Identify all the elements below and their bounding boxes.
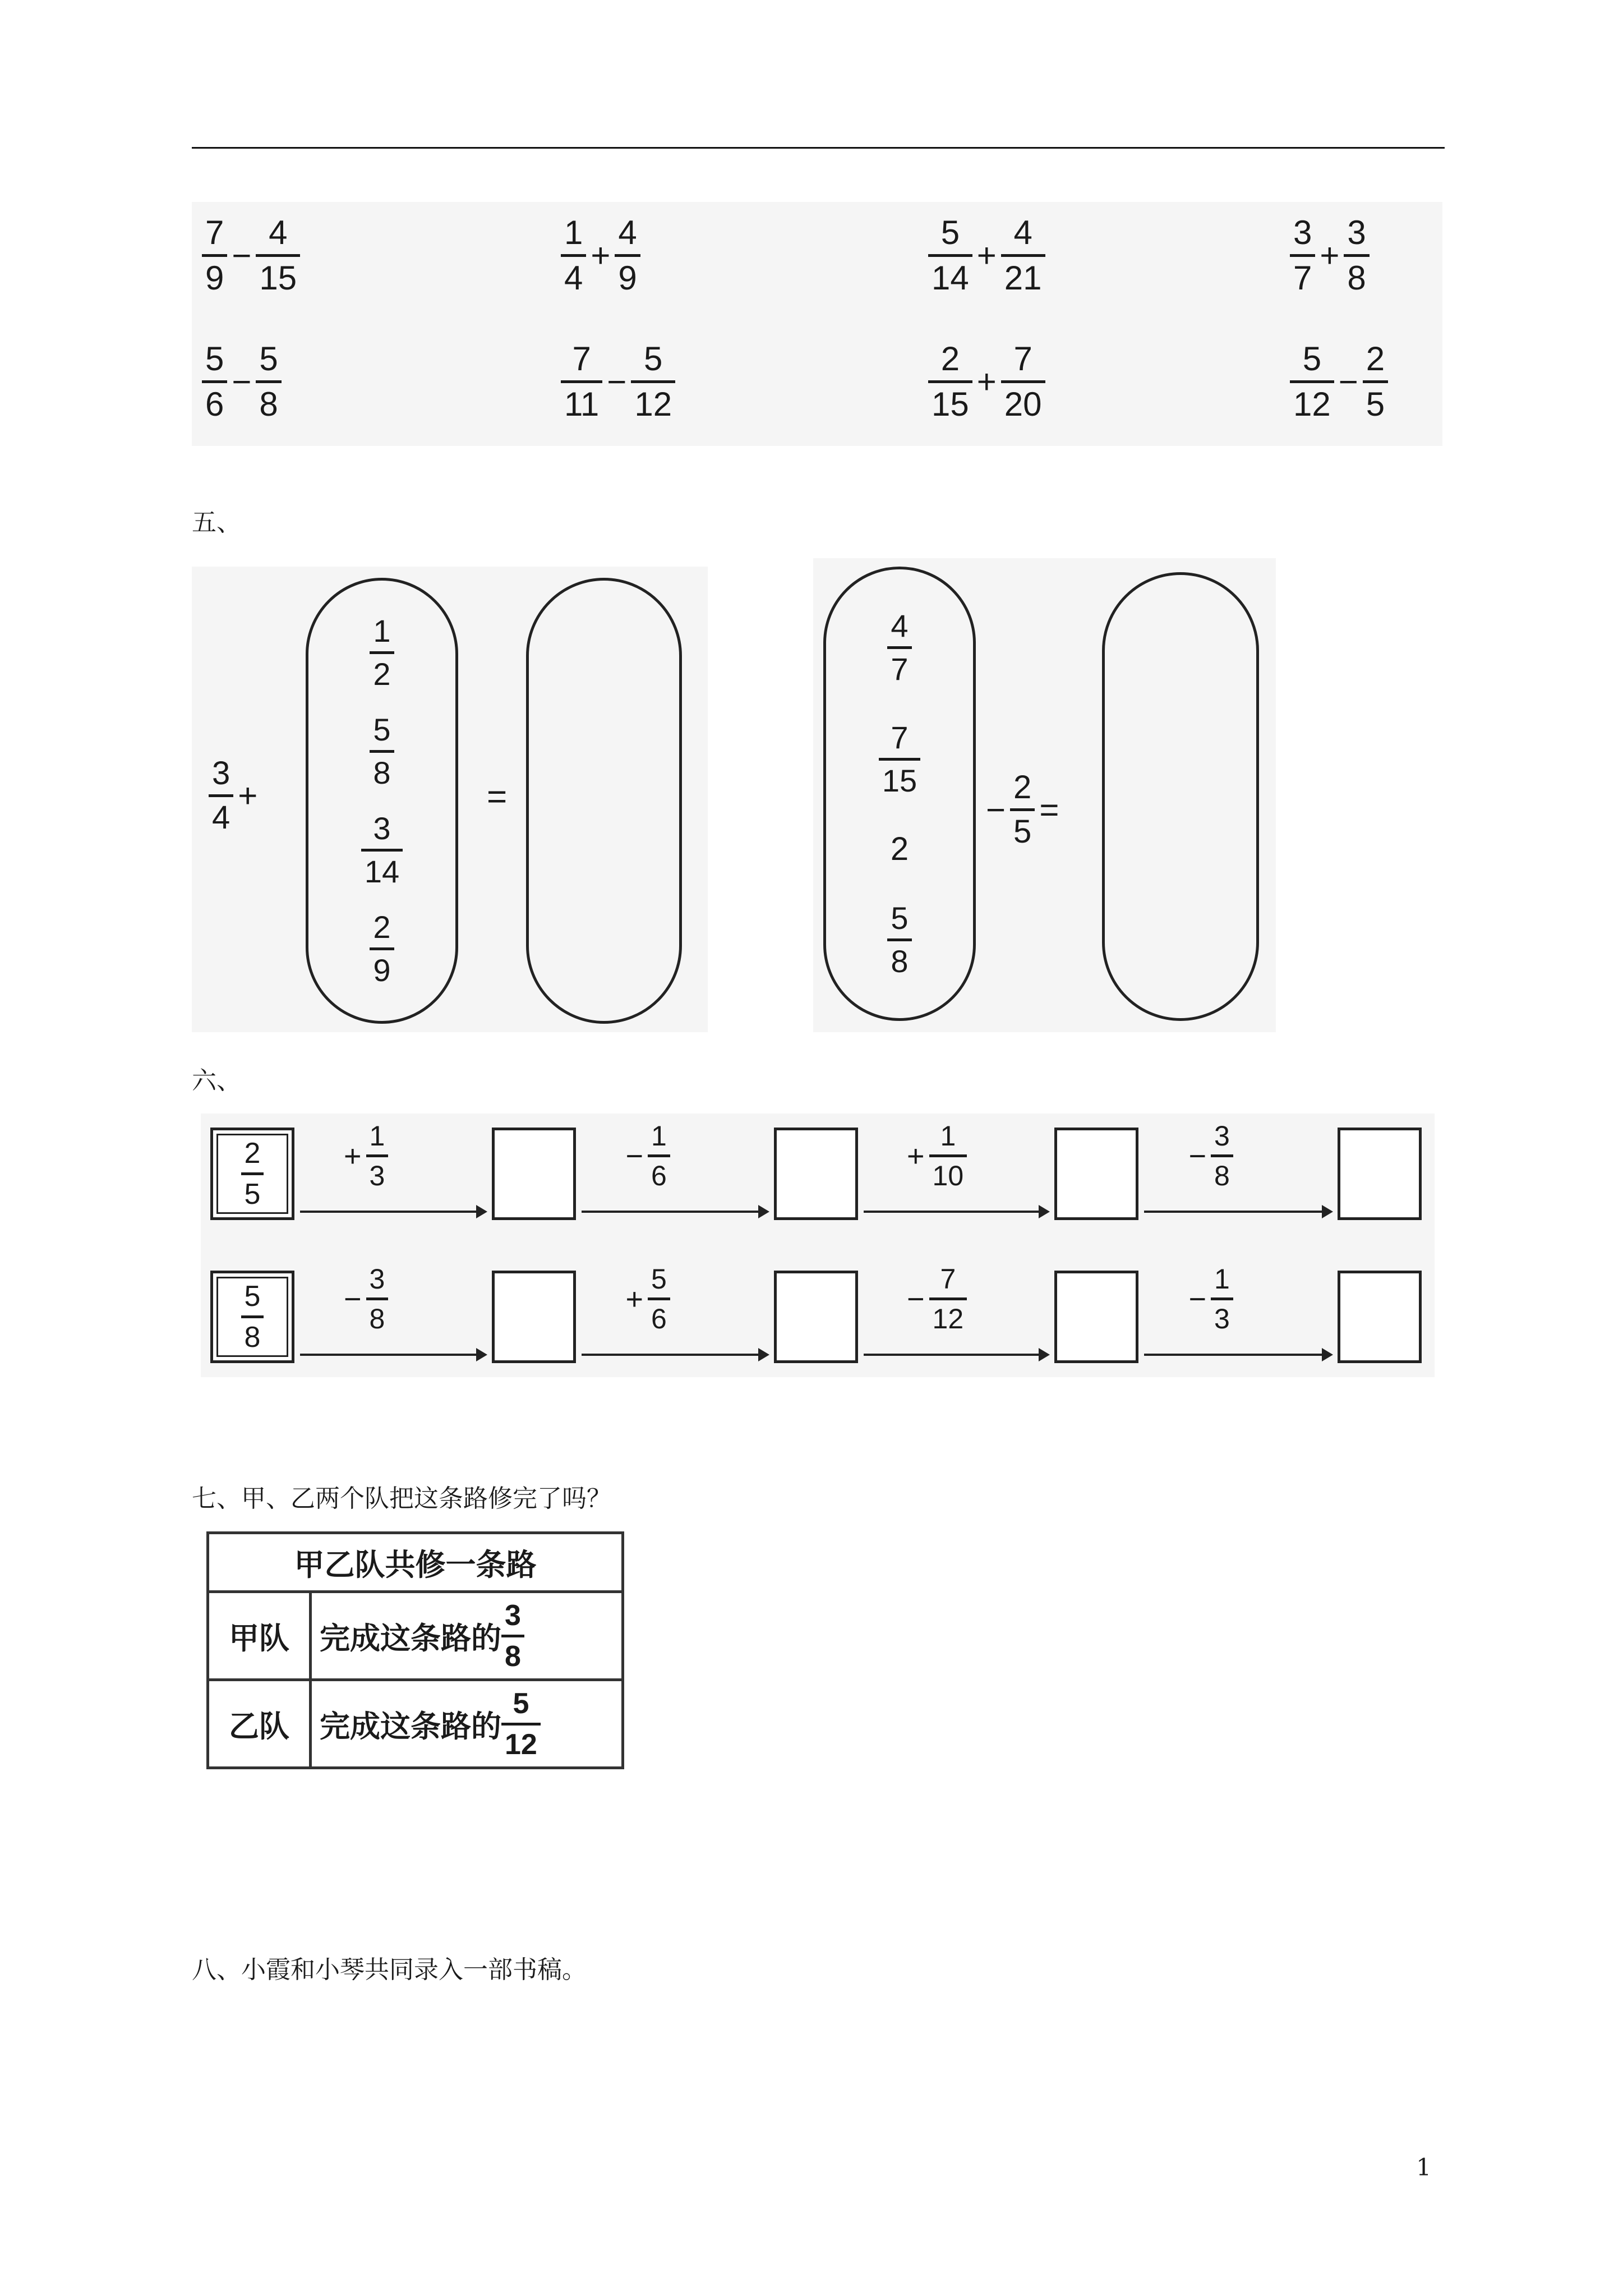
denominator: 6 (205, 385, 224, 423)
operator: + (625, 1282, 644, 1316)
operator: − (1188, 1139, 1207, 1173)
chain-operation (1184, 1122, 1233, 1190)
denominator: 12 (932, 1303, 964, 1335)
denominator: 2 (373, 656, 391, 692)
progress-cell (311, 1680, 623, 1768)
numerator: 4 (618, 214, 637, 251)
numerator: 5 (644, 340, 663, 378)
numerator: 7 (205, 214, 224, 251)
fraction (615, 216, 640, 295)
s5-left-choice-oval (306, 578, 458, 1024)
denominator: 15 (932, 385, 969, 423)
numerator: 3 (212, 755, 230, 792)
denominator: 8 (1214, 1160, 1230, 1191)
fraction (929, 1265, 967, 1333)
denominator: 7 (891, 651, 909, 687)
denominator: 6 (651, 1160, 667, 1191)
numerator: 5 (1302, 340, 1322, 378)
denominator: 11 (564, 385, 600, 423)
fraction-expression (928, 216, 1045, 295)
numerator: 4 (891, 608, 909, 643)
numerator: 1 (940, 1120, 956, 1152)
progress-text: 完成这条路的 (320, 1708, 501, 1744)
fraction (1001, 216, 1045, 295)
operator: + (591, 237, 611, 274)
chain-arrow (300, 1211, 485, 1213)
denominator: 8 (505, 1640, 521, 1673)
numerator: 1 (373, 613, 391, 648)
denominator: 9 (618, 259, 637, 297)
fraction (887, 610, 911, 685)
fraction (370, 711, 394, 790)
fraction (366, 1265, 389, 1333)
denominator: 3 (1214, 1303, 1230, 1335)
chain-arrow (1144, 1211, 1331, 1213)
denominator: 5 (1013, 813, 1032, 850)
answer-box[interactable] (1338, 1271, 1422, 1363)
fraction (241, 1139, 264, 1209)
fraction (928, 216, 972, 295)
team-cell: 甲队 (208, 1592, 311, 1680)
fraction (241, 1282, 264, 1352)
fraction (1290, 342, 1334, 421)
numerator: 5 (891, 900, 909, 936)
fraction (370, 615, 394, 690)
section7-heading: 七、甲、乙两个队把这条路修完了吗？ (192, 1484, 611, 1513)
chain-arrow (864, 1211, 1048, 1213)
fraction (202, 342, 227, 421)
fraction-expression (561, 342, 675, 421)
numerator: 3 (1347, 214, 1366, 251)
denominator: 8 (369, 1303, 385, 1335)
chain-operation (339, 1122, 388, 1190)
progress-cell (311, 1592, 623, 1680)
numerator: 2 (1013, 769, 1032, 806)
fraction (1363, 342, 1388, 421)
road-table-title: 甲乙队共修一条路 (208, 1533, 623, 1592)
numerator: 1 (564, 214, 583, 251)
denominator: 12 (505, 1728, 537, 1761)
denominator: 14 (932, 259, 969, 297)
fraction-expression (561, 216, 640, 295)
numerator: 5 (651, 1263, 667, 1295)
fraction (501, 1689, 541, 1759)
numerator: 4 (1013, 214, 1032, 251)
fraction (928, 342, 972, 421)
fraction (1211, 1265, 1233, 1333)
fraction (561, 216, 586, 295)
fraction (929, 1122, 967, 1190)
numerator: 7 (572, 340, 591, 378)
fraction (1211, 1122, 1233, 1190)
chain-arrow (582, 1354, 767, 1356)
denominator: 8 (1347, 259, 1366, 297)
numerator: 5 (259, 340, 278, 378)
numerator: 1 (1214, 1263, 1230, 1295)
section5-heading: 五、 (192, 508, 241, 537)
operator: − (1188, 1282, 1207, 1316)
s5-left-lhs (209, 757, 262, 834)
s5-right-choice-oval (823, 567, 976, 1021)
denominator: 5 (1366, 385, 1385, 423)
fraction (561, 342, 602, 421)
denominator: 3 (369, 1160, 385, 1191)
fraction (256, 342, 281, 421)
operator: − (344, 1282, 362, 1316)
operator: − (986, 791, 1006, 829)
fraction-expression (1290, 342, 1388, 421)
fraction-expression (928, 342, 1045, 421)
fraction (366, 1122, 389, 1190)
fraction-expression (202, 216, 300, 295)
progress-text: 完成这条路的 (320, 1620, 501, 1656)
table-row (208, 1592, 623, 1680)
road-table (206, 1531, 624, 1769)
denominator: 5 (244, 1178, 261, 1211)
fraction (887, 900, 911, 979)
operator: + (976, 363, 997, 401)
operator: − (625, 1139, 644, 1173)
fraction (631, 342, 675, 421)
numerator: 2 (373, 909, 391, 945)
operator: + (344, 1139, 362, 1173)
numerator: 3 (1293, 214, 1312, 251)
fraction-expression (1290, 216, 1370, 295)
chain-operation (621, 1122, 670, 1190)
numerator: 7 (940, 1263, 956, 1295)
numerator: 3 (1214, 1120, 1230, 1152)
numerator: 3 (505, 1599, 521, 1632)
denominator: 8 (373, 754, 391, 790)
fraction (370, 909, 394, 988)
operator: + (907, 1139, 925, 1173)
denominator: 15 (882, 762, 917, 798)
denominator: 14 (364, 854, 400, 890)
chain-arrow (582, 1211, 767, 1213)
operator: − (232, 237, 252, 274)
whole-number: 2 (890, 831, 909, 868)
header-rule (192, 147, 1445, 149)
fraction (361, 811, 403, 890)
chain-operation (1184, 1265, 1233, 1333)
numerator: 5 (513, 1687, 529, 1720)
denominator: 12 (634, 385, 672, 423)
answer-box[interactable] (774, 1128, 858, 1220)
numerator: 4 (269, 214, 288, 251)
fraction (501, 1601, 524, 1671)
denominator: 20 (1004, 385, 1042, 423)
numerator: 2 (940, 340, 960, 378)
denominator: 8 (259, 385, 278, 423)
operator: − (607, 363, 627, 401)
denominator: 9 (205, 259, 224, 297)
s5-left-answer-oval[interactable] (526, 578, 682, 1024)
denominator: 6 (651, 1303, 667, 1335)
fraction (1001, 342, 1045, 421)
s5-left-equals: = (487, 777, 508, 816)
denominator: 10 (932, 1160, 964, 1191)
page-number: 1 (1416, 2154, 1431, 2181)
fraction (1010, 771, 1035, 848)
denominator: 15 (259, 259, 297, 297)
numerator: 2 (1366, 340, 1385, 378)
section6-heading: 六、 (192, 1066, 241, 1095)
answer-box[interactable] (1338, 1128, 1422, 1220)
denominator: 12 (1293, 385, 1331, 423)
denominator: 7 (1293, 259, 1312, 297)
operator: + (238, 777, 258, 815)
numerator: 1 (369, 1120, 385, 1152)
numerator: 7 (891, 719, 909, 755)
team-cell: 乙队 (208, 1680, 311, 1768)
operator: − (232, 363, 252, 401)
numerator: 7 (1013, 340, 1032, 378)
chain-operation (339, 1265, 388, 1333)
fraction (879, 719, 920, 798)
numerator: 5 (205, 340, 224, 378)
denominator: 21 (1004, 259, 1042, 297)
fraction (209, 757, 233, 834)
exercise-panel (192, 202, 1442, 446)
operator: = (1039, 791, 1059, 829)
fraction (1290, 216, 1315, 295)
denominator: 8 (891, 944, 909, 979)
s5-right-rhs (981, 771, 1063, 848)
numerator: 3 (373, 811, 391, 846)
chain-start-box (210, 1271, 294, 1363)
chain-start-box (210, 1128, 294, 1220)
chain-arrow (300, 1354, 485, 1356)
chain-operation (621, 1265, 670, 1333)
answer-box[interactable] (492, 1128, 576, 1220)
numerator: 2 (244, 1137, 261, 1170)
table-row (208, 1680, 623, 1768)
operator: + (1320, 237, 1340, 274)
answer-box[interactable] (1054, 1271, 1138, 1363)
denominator: 8 (244, 1321, 261, 1354)
fraction (648, 1122, 670, 1190)
fraction (202, 216, 227, 295)
fraction (648, 1265, 670, 1333)
fraction (256, 216, 300, 295)
numerator: 3 (369, 1263, 385, 1295)
denominator: 4 (564, 259, 583, 297)
numerator: 5 (940, 214, 960, 251)
operator: − (1338, 363, 1358, 401)
operator: − (907, 1282, 925, 1316)
fraction (1344, 216, 1369, 295)
section8-heading: 八、小霞和小琴共同录入一部书稿。 (192, 1955, 587, 1984)
chain-operation (902, 1122, 967, 1190)
s5-right-answer-oval[interactable] (1102, 572, 1259, 1021)
numerator: 5 (373, 711, 391, 747)
chain-arrow (1144, 1354, 1331, 1356)
denominator: 4 (212, 799, 230, 836)
denominator: 9 (373, 953, 391, 988)
numerator: 5 (244, 1280, 261, 1313)
chain-arrow (864, 1354, 1048, 1356)
answer-box[interactable] (774, 1271, 858, 1363)
operator: + (976, 237, 997, 274)
answer-box[interactable] (492, 1271, 576, 1363)
fraction-expression (202, 342, 282, 421)
chain-operation (902, 1265, 967, 1333)
answer-box[interactable] (1054, 1128, 1138, 1220)
numerator: 1 (651, 1120, 667, 1152)
